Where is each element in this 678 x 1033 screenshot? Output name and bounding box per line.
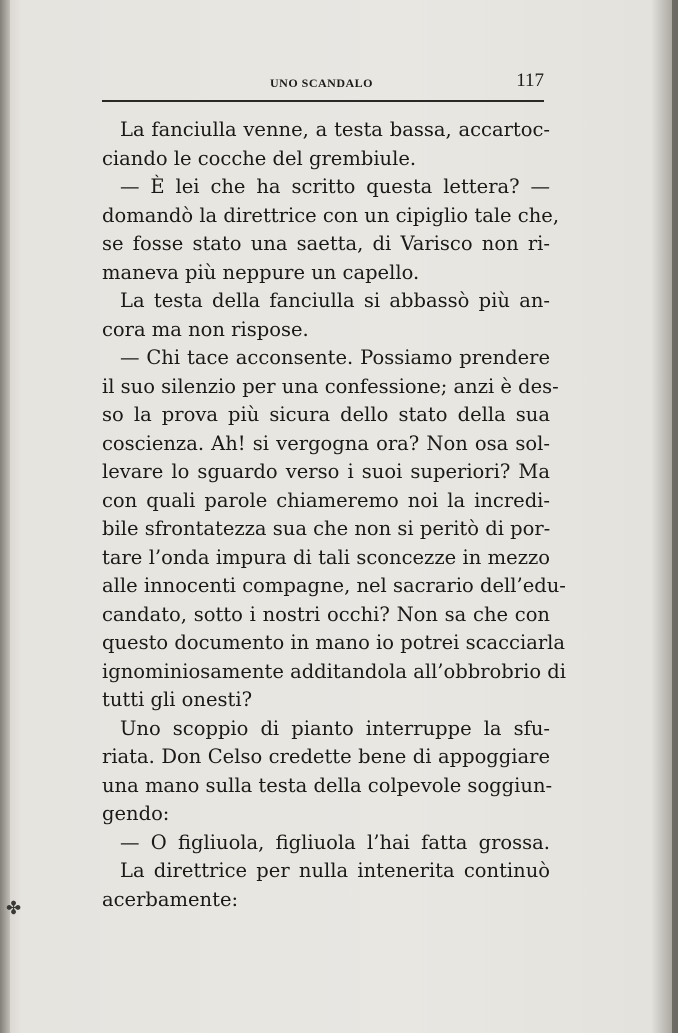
running-head: UNO SCANDALO [270, 76, 374, 90]
text-line: — Chi tace acconsente. Possiamo prendere [120, 346, 550, 369]
text-line: una mano sulla testa della colpevole soggiun- [102, 773, 553, 797]
text-line: candato, sotto i nostri occhi? Non sa che con [102, 602, 550, 626]
page-number: 117 [516, 70, 544, 91]
text-line: il suo silenzio per una confessione; anzi è des- [102, 374, 559, 398]
text-line: coscienza. Ah! si vergogna ora? Non osa sol- [102, 431, 550, 455]
text-line: se fosse stato una saetta, di Varisco non ri- [102, 232, 550, 255]
text-line: alle innocenti compagne, nel sacrario dell’edu- [102, 574, 566, 597]
text-line: La direttrice per nulla intenerita continuò [120, 859, 550, 882]
text-line: tutti gli onesti? [102, 688, 253, 711]
text-line: maneva più neppure un capello. [102, 260, 420, 284]
text-line: tare l’onda impura di tali sconcezze in mezzo [102, 545, 550, 569]
text-line: levare lo sguardo verso i suoi superiori? Ma [102, 460, 550, 483]
text-line: cora ma non rispose. [102, 317, 309, 341]
text-line: domandò la direttrice con un cipiglio tale che, [102, 203, 560, 227]
text-line: questo documento in mano io potrei scacciarla [102, 631, 566, 654]
page-header [102, 64, 544, 104]
text-line: bile sfrontatezza sua che non si peritò di por- [102, 517, 551, 540]
text-line: acerbamente: [102, 887, 239, 911]
margin-mark-icon: ✤ [6, 898, 22, 919]
text-line: ciando le cocche del grembiule. [102, 146, 417, 170]
text-line: — O figliuola, figliuola l’hai fatta grossa. [120, 830, 550, 854]
text-line: riata. Don Celso credette bene di appoggiare [102, 745, 550, 768]
text-line: ignominiosamente additandola all’obbrobrio di [102, 659, 566, 683]
text-line: so la prova più sicura dello stato della sua [102, 403, 550, 426]
header-rule [102, 100, 544, 102]
text-line: Uno scoppio di pianto interruppe la sfu- [120, 716, 550, 740]
text-line: gendo: [102, 802, 170, 825]
text-line: La fanciulla venne, a testa bassa, accartoc- [120, 118, 550, 141]
gutter-shadow [0, 0, 10, 1033]
page-edge [672, 0, 678, 1033]
body-text [102, 116, 566, 914]
text-line: La testa della fanciulla si abbassò più an- [120, 289, 550, 312]
text-line: — È lei che ha scritto questa lettera? — [120, 175, 550, 198]
text-line: con quali parole chiameremo noi la incredi- [102, 488, 550, 512]
